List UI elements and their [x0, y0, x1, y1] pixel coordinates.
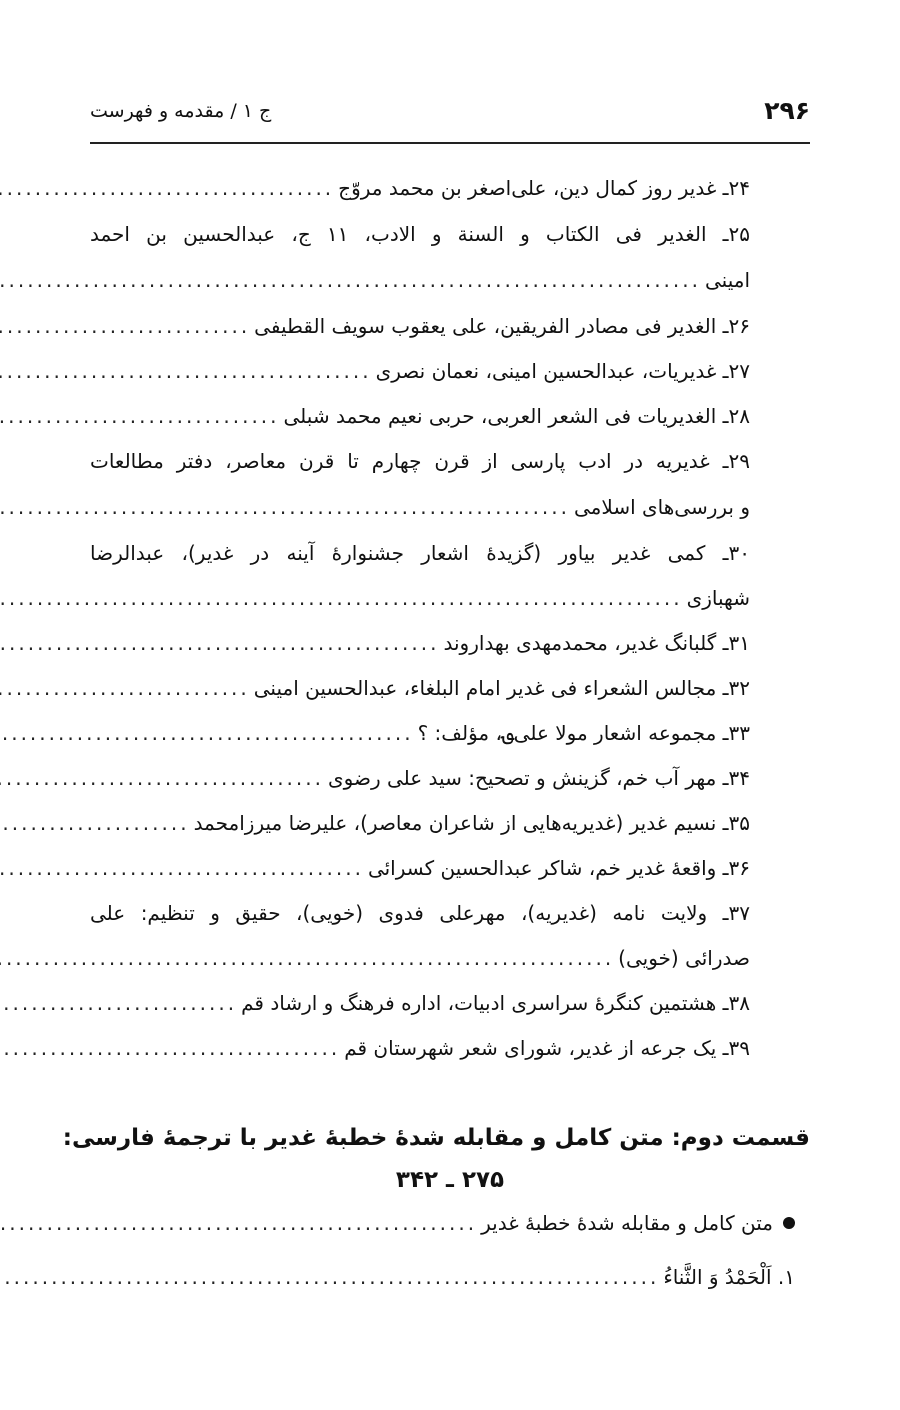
running-title: ج ۱ / مقدمه و فهرست	[90, 100, 272, 122]
toc-entry-text: ۳۵ـ نسیم غدیر (غدیریه‌هایی از شاعران معاصر)، علیرضا میرزامحمد	[193, 811, 750, 835]
toc-entry-37-line-1: ۳۷ـ ولایت نامه (غدیریه)، مهرعلی فدوی (خویی)، حقیق و تنظیم: علی	[90, 901, 750, 925]
toc-entry-text: ۲۸ـ الغدیریات فی الشعر العربی، حربی نعیم محمد شبلی	[283, 404, 750, 428]
leader-dots	[0, 803, 190, 843]
leader-dots	[0, 983, 237, 1023]
leader-dots	[0, 713, 414, 753]
toc-entry-text: ۱. اَلْحَمْدُ وَ الثَّناءُ	[663, 1265, 795, 1289]
toc-entry-37-line-2	[90, 938, 750, 978]
leader-dots	[0, 578, 683, 618]
toc-bullet-entry	[90, 1203, 795, 1243]
toc-entry-27	[90, 351, 750, 391]
leader-dots	[0, 396, 280, 436]
toc-entry-text: و بررسی‌های اسلامی	[574, 495, 750, 519]
leader-dots	[0, 758, 324, 798]
toc-entry-39	[90, 1028, 750, 1068]
leader-dots	[0, 260, 701, 300]
toc-entry-text: ۲۴ـ غدیر روز کمال دین، علی‌اصغر بن محمد مروّج	[338, 176, 750, 200]
toc-entry-text: ۳۳ـ مجموعه اشعار مولا علی؈، مؤلف: ؟	[417, 721, 750, 745]
toc-entry-25-line-2	[90, 260, 750, 300]
toc-entry-34	[90, 758, 750, 798]
toc-entry-29-line-1: ۲۹ـ غدیریه در ادب پارسی از قرن چهارم تا قرن معاصر، دفتر مطالعات	[90, 449, 750, 473]
leader-dots	[0, 351, 372, 391]
leader-dots	[0, 1203, 477, 1243]
toc-entry-text: ۳۲ـ مجالس الشعراء فی غدیر امام البلغاء، عبدالحسین امینی	[253, 676, 750, 700]
toc-entry-30-line-1: ۳۰ـ کمی غدیر بیاور (گزیدهٔ اشعار جشنوارهٔ آینه در غدیر)، عبدالرضا	[90, 541, 750, 565]
toc-entry-30-line-2	[90, 578, 750, 618]
leader-dots	[0, 487, 570, 527]
toc-entry-text: امینی	[704, 268, 750, 292]
toc-entry-28	[90, 396, 750, 436]
toc-entry-text: متن کامل و مقابله شدهٔ خطبهٔ غدیر	[481, 1211, 773, 1235]
leader-dots	[0, 1257, 659, 1297]
toc-entry-text: ۲۷ـ غدیریات، عبدالحسین امینی، نعمان نصری	[375, 359, 750, 383]
section-page-range: ۲۷۵ ـ ۳۴۲	[395, 1167, 505, 1193]
leader-dots	[0, 168, 334, 208]
toc-entry-text: ۳۶ـ واقعهٔ غدیر خم، شاکر عبدالحسین کسرائی	[367, 856, 750, 880]
toc-entry-text: شهبازی	[686, 586, 750, 610]
leader-dots	[0, 938, 614, 978]
toc-entry-38	[90, 983, 750, 1023]
toc-entry-31	[90, 623, 750, 663]
toc-entry-33	[90, 713, 750, 753]
toc-entry-32	[90, 668, 750, 708]
page-header	[90, 96, 810, 136]
header-divider	[90, 142, 810, 144]
toc-entry-35	[90, 803, 750, 843]
bullet-icon	[783, 1217, 795, 1229]
leader-dots	[0, 306, 250, 346]
toc-entry-khutbah-1	[90, 1257, 795, 1297]
leader-dots	[0, 1028, 340, 1068]
leader-dots	[0, 668, 250, 708]
toc-entry-24	[90, 168, 750, 208]
toc-entry-36	[90, 848, 750, 888]
leader-dots	[0, 623, 439, 663]
toc-entry-29-line-2	[90, 487, 750, 527]
leader-dots	[0, 848, 364, 888]
section-heading: قسمت دوم: متن کامل و مقابله شدهٔ خطبهٔ غدیر با ترجمهٔ فارسی:	[62, 1125, 810, 1151]
toc-entry-text: ۲۶ـ الغدیر فی مصادر الفریقین، علی یعقوب سویف القطیفی	[254, 314, 750, 338]
toc-entry-25-line-1: ۲۵ـ الغدیر فی الکتاب و السنة و الادب، ۱۱ ج، عبدالحسین بن احمد	[90, 222, 750, 246]
toc-entry-26	[90, 306, 750, 346]
page-number: ۲۹۶	[764, 96, 810, 125]
toc-entry-text: ۳۱ـ گلبانگ غدیر، محمدمهدی بهداروند	[443, 631, 750, 655]
toc-entry-text: ۳۸ـ هشتمین کنگرهٔ سراسری ادبیات، اداره فرهنگ و ارشاد قم	[241, 991, 750, 1015]
toc-entry-text: صدرائی (خویی)	[618, 946, 750, 970]
toc-entry-text: ۳۹ـ یک جرعه از غدیر، شورای شعر شهرستان قم	[344, 1036, 750, 1060]
toc-entry-text: ۳۴ـ مهر آب خم، گزینش و تصحیح: سید علی رضوی	[327, 766, 750, 790]
